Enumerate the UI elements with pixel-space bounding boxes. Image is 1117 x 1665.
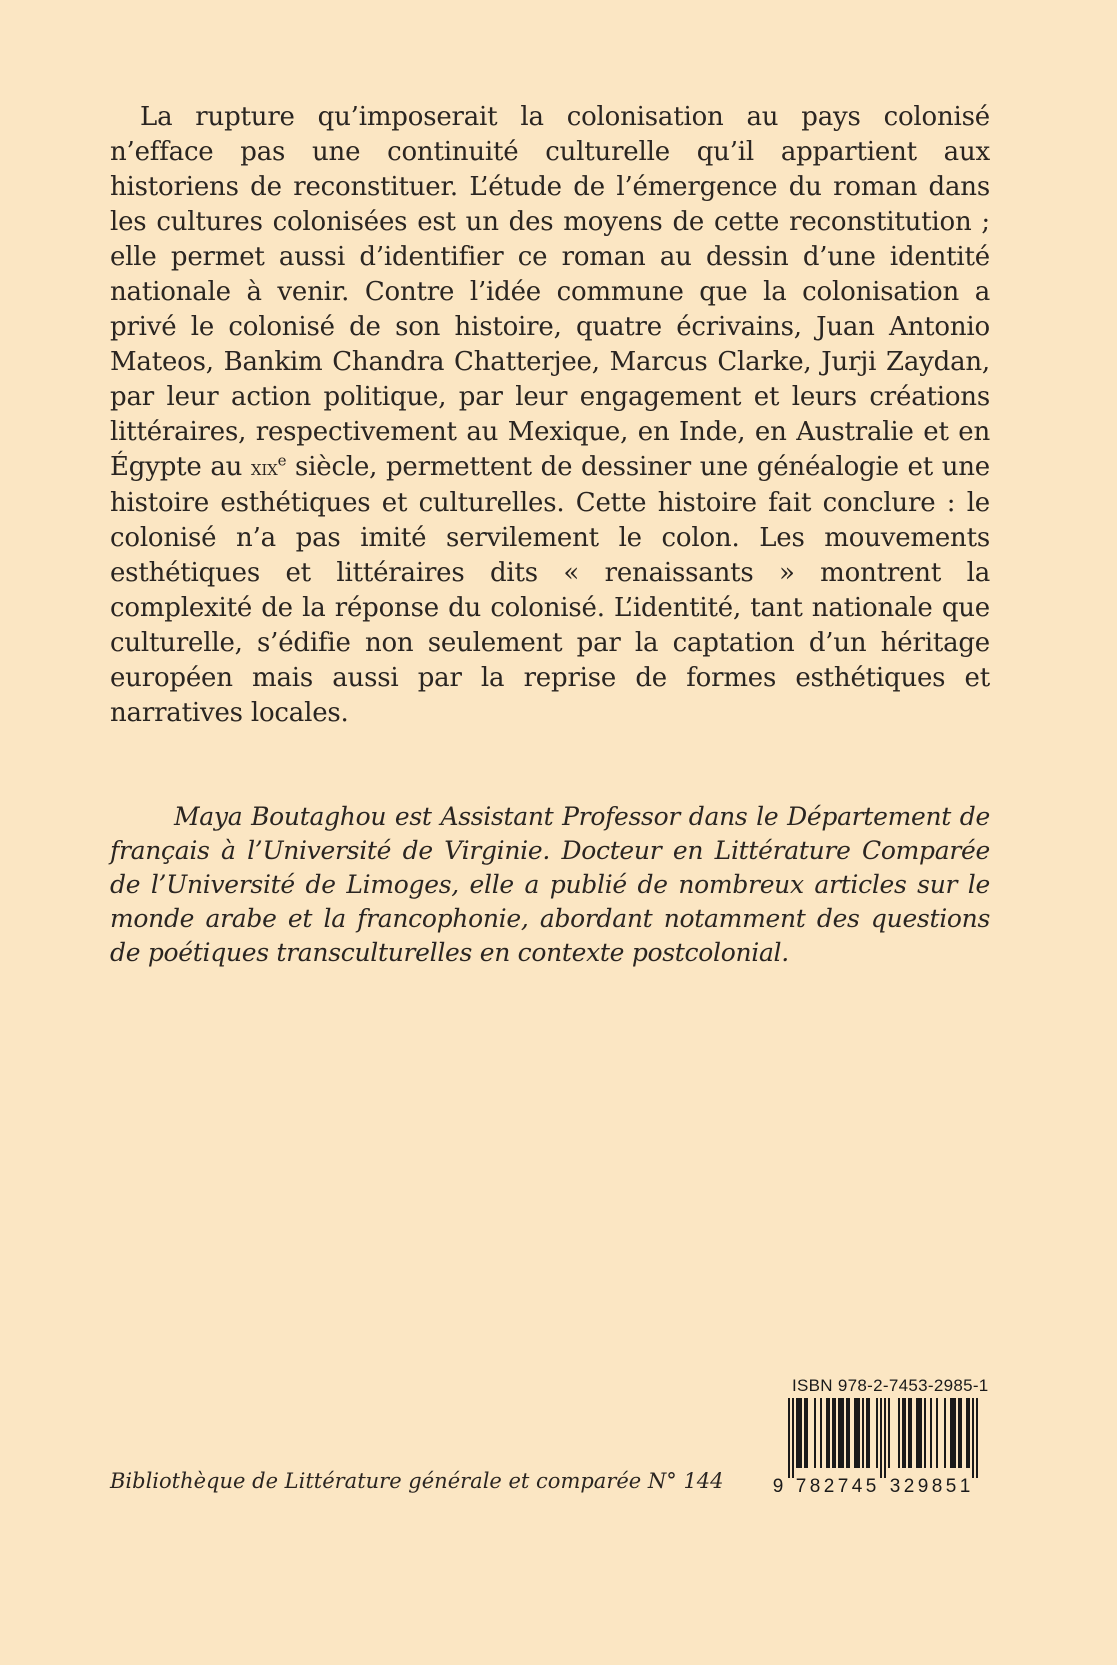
barcode-bar: [828, 1398, 830, 1468]
barcode-bar: [884, 1398, 886, 1478]
barcode-digit: 9: [772, 1476, 784, 1496]
barcode-bar: [936, 1398, 938, 1468]
barcode-bar: [862, 1398, 864, 1468]
author-bio: Maya Boutaghou est Assistant Professor dans le Département de français à l’Université de Virginie. Docteur en Littérature Comparée de l’Université de Limoges, elle a publié de nombreux articles sur le monde arabe et la francophonie, abordant notamment des questions de poétiques transculturelles en contexte postcolonial.: [110, 802, 990, 967]
barcode-bar: [908, 1398, 910, 1468]
barcode-bar: [866, 1398, 868, 1468]
barcode-digit: 5: [945, 1476, 957, 1496]
barcode-bar: [966, 1398, 968, 1468]
barcode-bar: [868, 1398, 870, 1468]
series-line: Bibliothèque de Littérature générale et comparée N° 144: [110, 1469, 724, 1493]
barcode-bar: [800, 1398, 802, 1468]
isbn-barcode: [770, 1376, 992, 1496]
barcode-digit: 5: [865, 1476, 877, 1496]
barcode-bar: [796, 1398, 798, 1468]
barcode-bar: [924, 1398, 926, 1468]
barcode-bar: [814, 1398, 816, 1468]
barcode-bar: [842, 1398, 844, 1468]
barcode-bar: [954, 1398, 956, 1468]
barcode-bar: [804, 1398, 806, 1468]
barcode-bar: [910, 1398, 912, 1468]
barcode-bars: [788, 1398, 978, 1478]
barcode-bar: [826, 1398, 828, 1468]
barcode-digit: 9: [917, 1476, 929, 1496]
barcode-bar: [918, 1398, 920, 1468]
barcode-bar: [880, 1398, 882, 1478]
summary-text-2: siècle, permettent de dessiner une généalogie et une histoire esthétiques et culturelles. Cette histoire fait conclure : le colonisé n’a pas imité servilement le colon. Les mouvements esthétiques et littéraires dits « renaissants » montrent la complexité de la réponse du colonisé. L’identité, tant nationale que culturelle, s’édifie non seulement par la captation d’un héritage européen mais aussi par la reprise de formes esthétiques et narratives locales.: [110, 452, 990, 728]
barcode-graphic: [770, 1398, 992, 1496]
century-superscript: e: [277, 451, 287, 470]
barcode-digit: 7: [837, 1476, 849, 1496]
barcode-bar: [806, 1398, 808, 1468]
barcode-bar: [834, 1398, 836, 1468]
barcode-bar: [960, 1398, 962, 1468]
barcode-bar: [904, 1398, 906, 1468]
summary-paragraph: [110, 100, 990, 731]
barcode-bar: [950, 1398, 952, 1468]
barcode-bar: [854, 1398, 856, 1468]
isbn-label: ISBN 978-2-7453-2985-1: [792, 1376, 989, 1395]
barcode-bar: [916, 1398, 918, 1468]
barcode-bar: [902, 1398, 904, 1468]
barcode-bar: [838, 1398, 840, 1468]
barcode-bar: [792, 1398, 794, 1478]
barcode-bar: [788, 1398, 790, 1478]
summary-text-1: La rupture qu’imposerait la colonisation au pays colonisé n’efface pas une continuité culturelle qu’il appartient aux historiens de reconstituer. L’étude de l’émergence du roman dans les cultures colonisées est un des moyens de cette reconstitution ; elle permet aussi d’identifier ce roman au dessin d’une identité nationale à venir. Contre l’idée commune que la colonisation a privé le colonisé de son histoire, quatre écrivains, Juan Antonio Mateos, Bankim Chandra Chatterjee, Marcus Clarke, Jurji Zaydan, par leur action politique, par leur engagement et leurs créations littéraires, respectivement au Mexique, en Inde, en Australie et en Égypte au: [110, 102, 990, 482]
barcode-digit: 2: [903, 1476, 915, 1496]
barcode-bar: [968, 1398, 970, 1468]
barcode-bar: [898, 1398, 900, 1468]
barcode-bar: [958, 1398, 960, 1468]
barcode-bar: [952, 1398, 954, 1468]
barcode-bar: [858, 1398, 860, 1468]
barcode-bar: [798, 1398, 800, 1468]
barcode-bar: [856, 1398, 858, 1468]
barcode-bar: [944, 1398, 946, 1468]
barcode-digit: 3: [889, 1476, 901, 1496]
barcode-digits: [773, 1476, 971, 1496]
barcode-bar: [832, 1398, 834, 1468]
barcode-bar: [820, 1398, 822, 1468]
barcode-digit: 8: [809, 1476, 821, 1496]
barcode-digit: 8: [931, 1476, 943, 1496]
barcode-digit: 2: [823, 1476, 835, 1496]
barcode-bar: [920, 1398, 922, 1468]
barcode-bar: [930, 1398, 932, 1468]
barcode-bar: [848, 1398, 850, 1468]
barcode-bar: [876, 1398, 878, 1468]
barcode-bar: [846, 1398, 848, 1468]
barcode-digit: 4: [851, 1476, 863, 1496]
barcode-bar: [888, 1398, 890, 1468]
barcode-digit: 7: [795, 1476, 807, 1496]
barcode-bar: [976, 1398, 978, 1478]
barcode-bar: [972, 1398, 974, 1478]
barcode-bar: [840, 1398, 842, 1468]
barcode-digit: 1: [959, 1476, 971, 1496]
century-numeral: xix: [250, 456, 278, 481]
